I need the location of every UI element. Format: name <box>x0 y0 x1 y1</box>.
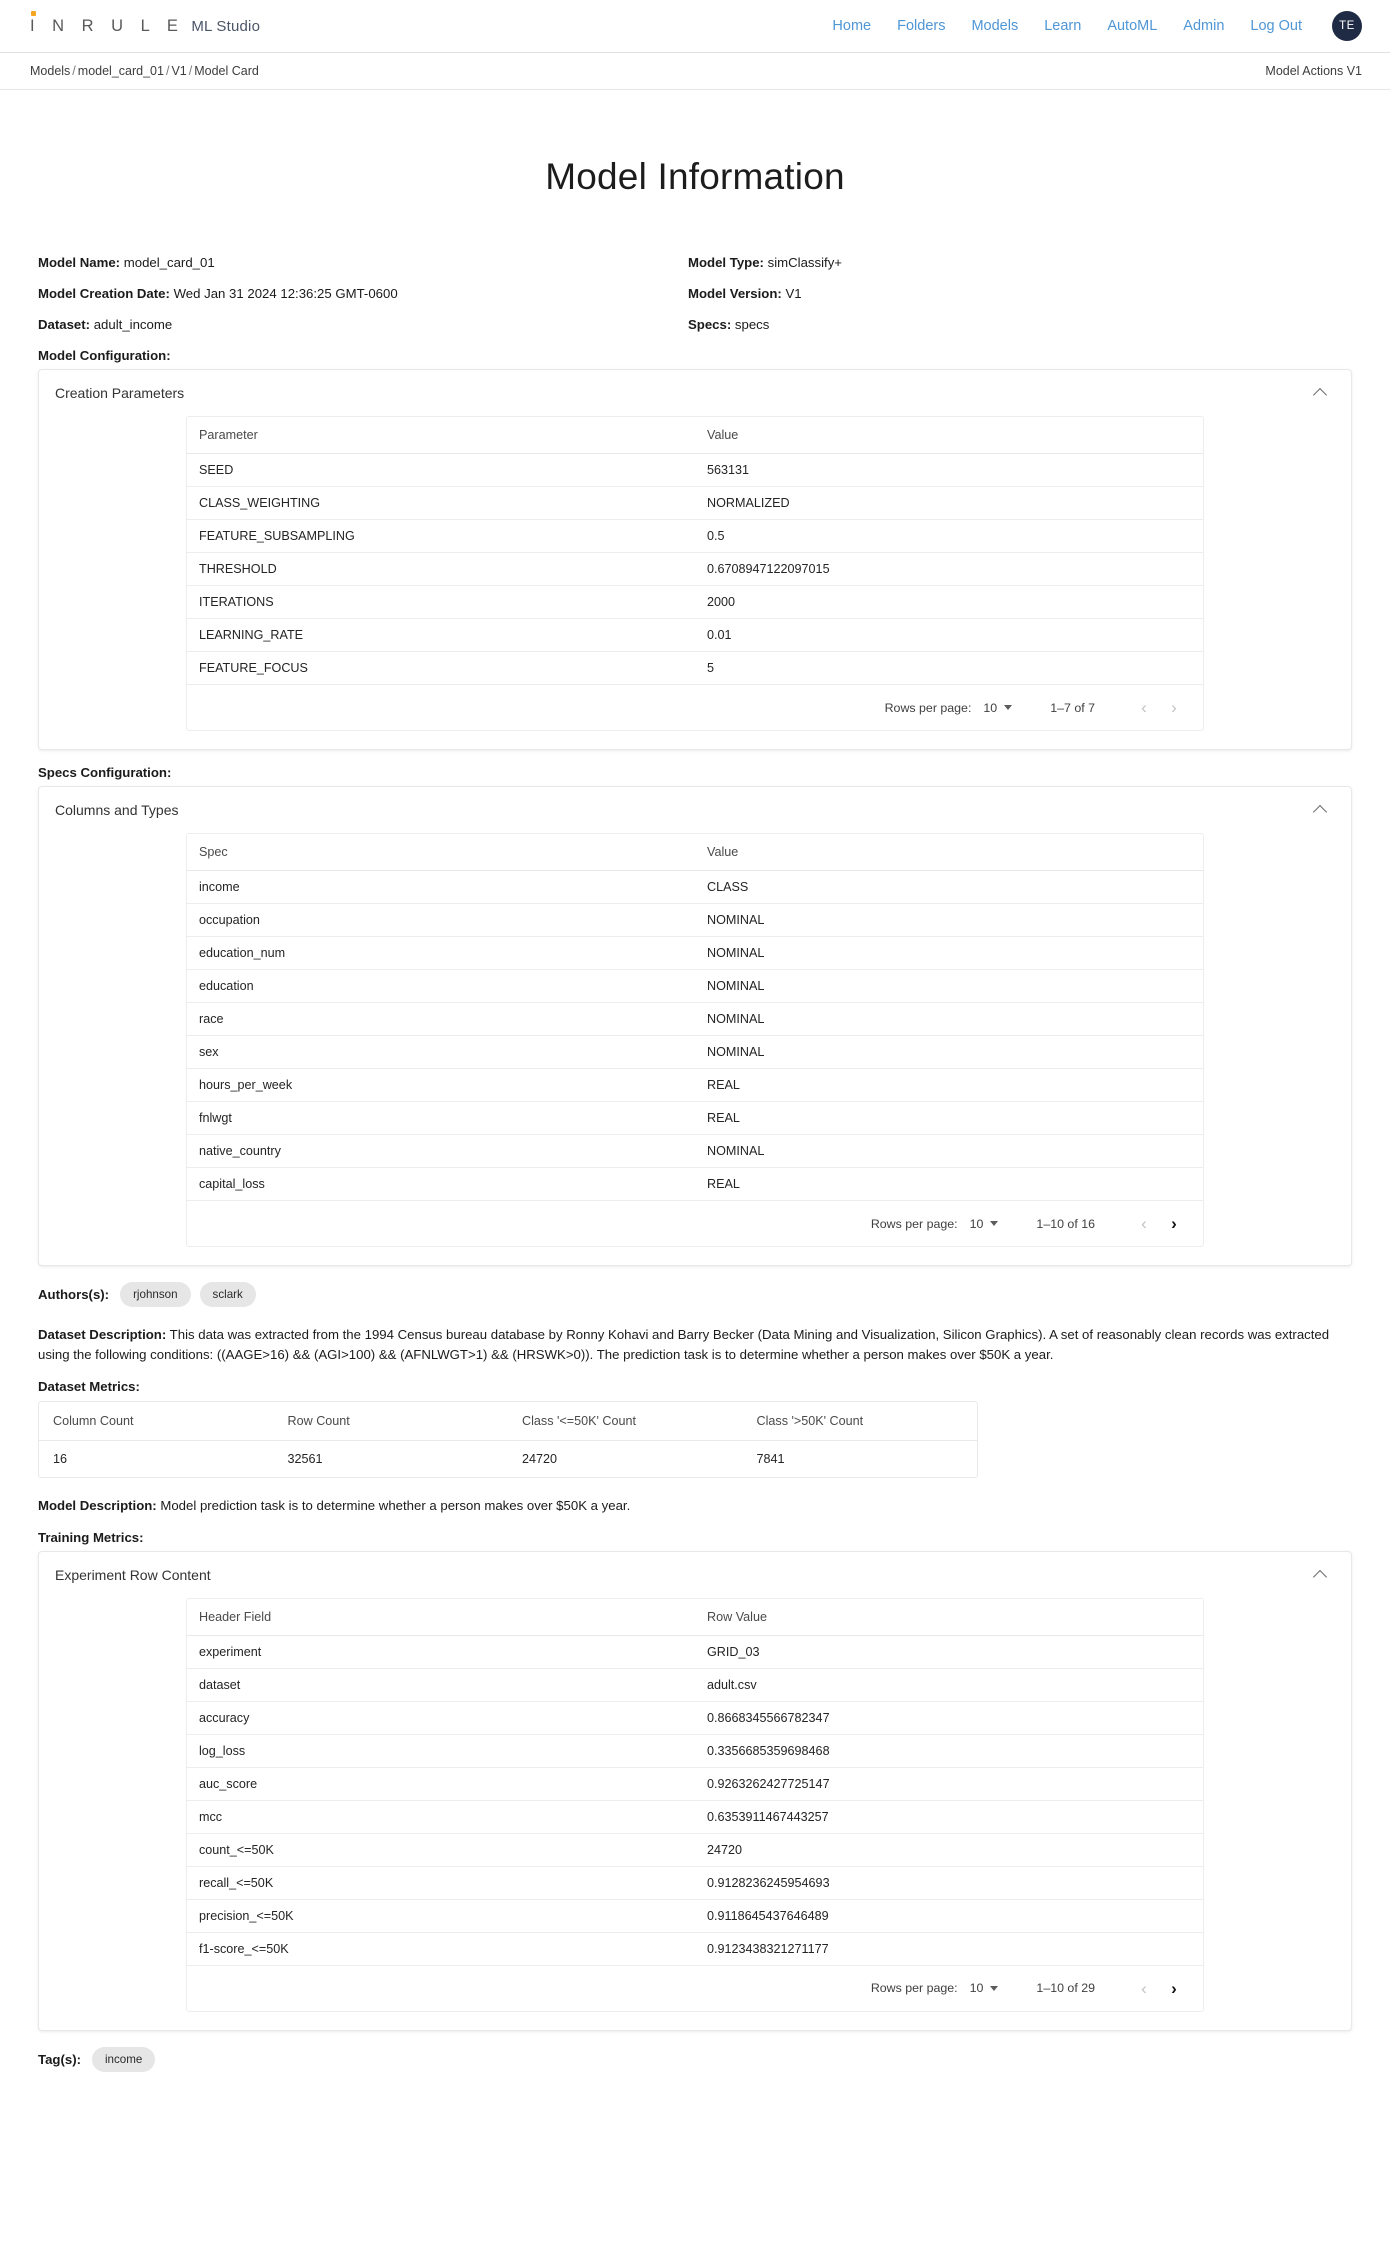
cell-class-le50k-count: 24720 <box>522 1451 558 1466</box>
cell-key: LEARNING_RATE <box>187 619 695 652</box>
next-page-button[interactable]: › <box>1159 1209 1189 1239</box>
table-row <box>39 1440 977 1477</box>
bottom-spacer <box>38 2072 1352 2182</box>
breadcrumb-item-version[interactable]: V1 <box>171 64 187 78</box>
cell-key: ITERATIONS <box>187 586 695 619</box>
nav-item-home[interactable]: Home <box>832 18 872 34</box>
meta-model-version-value: V1 <box>785 285 802 301</box>
cell-value: 0.3356685359698468 <box>695 1734 1203 1767</box>
column-header-class-gt50k-count: Class '>50K' Count <box>743 1402 978 1441</box>
chevron-up-icon[interactable] <box>1313 385 1329 401</box>
rows-per-page-label: Rows per page: <box>870 1981 958 1996</box>
table-row <box>187 1135 1203 1168</box>
chevron-up-icon[interactable] <box>1313 802 1329 818</box>
cell-key: accuracy <box>187 1701 695 1734</box>
pagination-range: 1–7 of 7 <box>1050 700 1095 715</box>
columns-and-types-paginator <box>187 1200 1203 1246</box>
meta-creation-date-label: Model Creation Date: <box>38 285 170 301</box>
cell-value: NOMINAL <box>695 904 1203 937</box>
page-content <box>0 156 1390 2182</box>
table-row <box>187 904 1203 937</box>
author-chip[interactable]: rjohnson <box>120 1282 190 1307</box>
main-nav <box>832 11 1362 41</box>
pagination-range: 1–10 of 29 <box>1036 1981 1095 1996</box>
previous-page-button[interactable]: ‹ <box>1129 1209 1159 1239</box>
previous-page-button[interactable]: ‹ <box>1129 1973 1159 2003</box>
meta-model-name-label: Model Name: <box>38 255 121 270</box>
rows-per-page-value: 10 <box>969 1216 984 1231</box>
cell-key: recall_<=50K <box>187 1866 695 1899</box>
table-body <box>39 1440 977 1477</box>
cell-value: NOMINAL <box>695 1135 1203 1168</box>
breadcrumb-separator: / <box>165 64 170 78</box>
meta-model-version <box>688 285 1352 303</box>
model-description <box>38 1496 1352 1515</box>
dataset-description-text: This data was extracted from the 1994 Census bureau database by Ronny Kohavi and Barry Becker (Data Mining and Visualization, Silicon Graphics). A set of reasonably clean records was extracted using the following conditions: ((AAGE>16) && (AGI>100) && (AFNLWGT>1) && (HRSWK>0)). The prediction task is to determine whether a person makes over $50K a year. <box>38 1327 1330 1362</box>
meta-specs-value: specs <box>734 316 770 332</box>
table-row <box>187 871 1203 904</box>
chevron-down-icon <box>1004 705 1012 710</box>
table-header-row <box>187 1599 1203 1636</box>
table-row <box>187 652 1203 685</box>
table-header-row <box>187 834 1203 871</box>
cell-key: capital_loss <box>199 1177 265 1192</box>
table-head <box>187 417 1203 454</box>
table-row <box>187 1899 1203 1932</box>
experiment-row-content-panel-header[interactable] <box>39 1552 1351 1598</box>
rows-per-page-label: Rows per page: <box>870 1216 958 1231</box>
table-row <box>187 970 1203 1003</box>
app-logo[interactable] <box>30 18 260 35</box>
dataset-metrics-table <box>39 1402 977 1477</box>
specs-configuration-label: Specs Configuration: <box>38 765 172 781</box>
table-row <box>187 487 1203 520</box>
breadcrumb-item-model-card: Model Card <box>194 64 259 78</box>
cell-value: 5 <box>707 661 715 676</box>
creation-parameters-panel-body <box>39 416 1351 749</box>
meta-dataset-value: adult_income <box>93 316 173 332</box>
dataset-description-label: Dataset Description: <box>38 1327 167 1343</box>
chevron-down-icon <box>990 1986 998 1991</box>
columns-and-types-table <box>187 834 1203 1200</box>
cell-value: 0.9128236245954693 <box>695 1866 1203 1899</box>
table-row <box>187 586 1203 619</box>
experiment-row-content-title: Experiment Row Content <box>55 1566 211 1583</box>
cell-value: 0.9123438321271177 <box>707 1941 829 1956</box>
cell-key: count_<=50K <box>187 1833 695 1866</box>
chevron-down-icon <box>990 1221 998 1226</box>
table-header-row <box>187 417 1203 454</box>
columns-and-types-table-wrap <box>186 833 1204 1247</box>
table-row <box>187 1102 1203 1135</box>
table-row <box>187 1668 1203 1701</box>
cell-value: REAL <box>695 1069 1203 1102</box>
breadcrumb-separator: / <box>72 64 76 78</box>
meta-model-type-value: simClassify+ <box>767 255 842 270</box>
cell-value: NORMALIZED <box>695 487 1203 520</box>
previous-page-button[interactable]: ‹ <box>1129 693 1159 723</box>
column-header-row-value: Row Value <box>695 1599 1203 1636</box>
creation-parameters-table <box>187 417 1203 684</box>
meta-specs-label: Specs: <box>688 316 732 332</box>
rows-per-page-value: 10 <box>969 1981 984 1996</box>
cell-key: hours_per_week <box>187 1069 695 1102</box>
meta-dataset <box>38 316 688 334</box>
cell-key: occupation <box>187 904 695 937</box>
experiment-row-content-table <box>187 1599 1203 1965</box>
experiment-row-content-table-wrap <box>186 1598 1204 2012</box>
meta-dataset-label: Dataset: <box>38 316 91 332</box>
tag-chip[interactable]: income <box>92 2047 155 2072</box>
cell-key: CLASS_WEIGHTING <box>187 487 695 520</box>
column-header-column-count: Column Count <box>39 1402 274 1441</box>
avatar[interactable]: TE <box>1332 11 1362 41</box>
column-header-value: Value <box>695 417 1203 454</box>
model-description-text: Model prediction task is to determine whether a person makes over $50K a year. <box>156 1497 631 1513</box>
table-row <box>187 619 1203 652</box>
meta-model-type <box>688 254 1352 272</box>
logo-subtitle: ML Studio <box>191 18 261 36</box>
cell-value: 0.9263262427725147 <box>695 1767 1203 1800</box>
cell-value: 0.01 <box>695 619 1203 652</box>
experiment-row-content-panel-body <box>39 1598 1351 2030</box>
breadcrumb-item-model-name[interactable]: model_card_01 <box>77 64 164 78</box>
dataset-description <box>38 1325 1352 1363</box>
breadcrumb-separator: / <box>188 64 193 78</box>
model-configuration-label: Model Configuration: <box>38 348 171 364</box>
dataset-metrics-table-wrap <box>38 1401 978 1478</box>
table-row <box>187 1932 1203 1965</box>
table-body <box>187 1635 1203 1965</box>
table-row <box>187 937 1203 970</box>
cell-key: sex <box>187 1036 695 1069</box>
cell-value: 2000 <box>695 586 1203 619</box>
tags-row <box>38 2047 1352 2072</box>
table-head <box>39 1402 977 1441</box>
cell-key: FEATURE_SUBSAMPLING <box>187 520 695 553</box>
experiment-row-content-paginator <box>187 1965 1203 2011</box>
nav-item-models[interactable]: Models <box>971 18 1019 34</box>
column-header-row-count: Row Count <box>274 1402 509 1441</box>
table-row <box>187 1734 1203 1767</box>
nav-item-automl[interactable]: AutoML <box>1107 18 1158 34</box>
cell-key: mcc <box>187 1800 695 1833</box>
cell-key: fnlwgt <box>187 1102 695 1135</box>
cell-value: 563131 <box>695 454 1203 487</box>
table-header-row <box>39 1402 977 1441</box>
next-page-button[interactable]: › <box>1159 693 1189 723</box>
table-row <box>187 1036 1203 1069</box>
cell-value: 0.9118645437646489 <box>695 1899 1203 1932</box>
tags-label: Tag(s): <box>38 2051 81 2067</box>
cell-key: auc_score <box>187 1767 695 1800</box>
rows-per-page-select[interactable] <box>970 1981 999 1995</box>
table-row <box>187 553 1203 586</box>
cell-key: log_loss <box>187 1734 695 1767</box>
nav-item-folders[interactable]: Folders <box>897 18 946 34</box>
authors-label: Authors(s): <box>38 1287 110 1303</box>
columns-and-types-panel <box>38 786 1352 1266</box>
chevron-up-icon[interactable] <box>1313 1567 1329 1583</box>
cell-key: SEED <box>187 454 695 487</box>
meta-model-name <box>38 254 688 272</box>
cell-key: experiment <box>187 1635 695 1668</box>
table-head <box>187 1599 1203 1636</box>
table-row <box>187 1069 1203 1102</box>
model-metadata-grid <box>38 254 1352 333</box>
cell-column-count: 16 <box>53 1451 68 1466</box>
inrule-wordmark <box>30 18 184 35</box>
column-header-spec: Spec <box>187 834 695 871</box>
table-row <box>187 1833 1203 1866</box>
author-chip[interactable]: sclark <box>200 1282 256 1307</box>
table-row <box>187 1003 1203 1036</box>
meta-model-type-label: Model Type: <box>688 255 764 270</box>
column-header-parameter: Parameter <box>187 417 695 454</box>
column-header-value: Value <box>695 834 1203 871</box>
cell-value: 0.8668345566782347 <box>695 1701 1203 1734</box>
page-title: Model Information <box>545 156 845 197</box>
experiment-row-content-panel <box>38 1551 1352 2031</box>
cell-value: 0.5 <box>695 520 1203 553</box>
rows-per-page-label: Rows per page: <box>884 700 972 715</box>
cell-value: NOMINAL <box>695 1036 1203 1069</box>
creation-parameters-panel-header[interactable] <box>39 370 1351 416</box>
cell-key: THRESHOLD <box>187 553 695 586</box>
columns-and-types-title: Columns and Types <box>55 802 179 819</box>
cell-value: CLASS <box>695 871 1203 904</box>
nav-item-logout[interactable]: Log Out <box>1250 18 1302 34</box>
breadcrumb-item-models[interactable]: Models <box>30 64 71 78</box>
top-navigation-bar <box>0 0 1390 53</box>
cell-value: REAL <box>695 1102 1203 1135</box>
cell-key: FEATURE_FOCUS <box>199 661 308 676</box>
cell-key: f1-score_<=50K <box>199 1941 289 1956</box>
table-head <box>187 834 1203 871</box>
table-row <box>187 454 1203 487</box>
breadcrumb-bar <box>0 53 1390 90</box>
meta-model-name-value: model_card_01 <box>123 255 215 270</box>
meta-model-version-label: Model Version: <box>688 285 782 301</box>
creation-parameters-title: Creation Parameters <box>55 385 185 402</box>
table-row <box>187 1635 1203 1668</box>
rows-per-page-select[interactable] <box>970 1217 999 1231</box>
table-body <box>187 871 1203 1201</box>
model-description-label: Model Description: <box>38 1497 157 1513</box>
table-row <box>187 1767 1203 1800</box>
logo-dot-icon <box>31 11 36 16</box>
cell-value: GRID_03 <box>695 1635 1203 1668</box>
cell-value: 0.6708947122097015 <box>695 553 1203 586</box>
training-metrics-label: Training Metrics: <box>38 1529 144 1545</box>
cell-key: race <box>187 1003 695 1036</box>
cell-value: adult.csv <box>695 1668 1203 1701</box>
table-row <box>187 1168 1203 1201</box>
meta-creation-date <box>38 285 688 303</box>
rows-per-page-value: 10 <box>983 700 998 715</box>
cell-key: native_country <box>187 1135 695 1168</box>
nav-item-learn[interactable]: Learn <box>1044 18 1082 34</box>
dataset-metrics-label: Dataset Metrics: <box>38 1378 140 1394</box>
cell-key: precision_<=50K <box>187 1899 695 1932</box>
column-header-class-le50k-count: Class '<=50K' Count <box>508 1402 743 1441</box>
cell-row-count: 32561 <box>287 1451 323 1466</box>
model-actions-button[interactable]: Model Actions V1 <box>1265 64 1362 78</box>
columns-and-types-panel-header[interactable] <box>39 787 1351 833</box>
cell-value: 0.6353911467443257 <box>695 1800 1203 1833</box>
cell-value: 24720 <box>695 1833 1203 1866</box>
logo-text: I N R U L E <box>30 16 185 35</box>
table-row <box>187 1866 1203 1899</box>
breadcrumb <box>30 64 259 78</box>
column-header-header-field: Header Field <box>187 1599 695 1636</box>
creation-parameters-paginator <box>187 684 1203 730</box>
cell-key: education_num <box>187 937 695 970</box>
meta-specs <box>688 316 1352 334</box>
cell-class-gt50k-count: 7841 <box>756 1451 785 1466</box>
nav-item-admin[interactable]: Admin <box>1183 18 1225 34</box>
cell-key: dataset <box>187 1668 695 1701</box>
table-row <box>187 1800 1203 1833</box>
meta-creation-date-value: Wed Jan 31 2024 12:36:25 GMT-0600 <box>173 285 398 301</box>
creation-parameters-table-wrap <box>186 416 1204 731</box>
table-row <box>187 520 1203 553</box>
cell-value: NOMINAL <box>695 1003 1203 1036</box>
cell-key: education <box>187 970 695 1003</box>
cell-key: income <box>187 871 695 904</box>
creation-parameters-panel <box>38 369 1352 750</box>
cell-value: NOMINAL <box>695 970 1203 1003</box>
pagination-range: 1–10 of 16 <box>1036 1216 1095 1231</box>
authors-row <box>38 1282 1352 1307</box>
rows-per-page-select[interactable] <box>983 701 1012 715</box>
table-body <box>187 454 1203 685</box>
cell-value: REAL <box>707 1177 740 1192</box>
columns-and-types-panel-body <box>39 833 1351 1265</box>
table-row <box>187 1701 1203 1734</box>
next-page-button[interactable]: › <box>1159 1973 1189 2003</box>
cell-value: NOMINAL <box>695 937 1203 970</box>
